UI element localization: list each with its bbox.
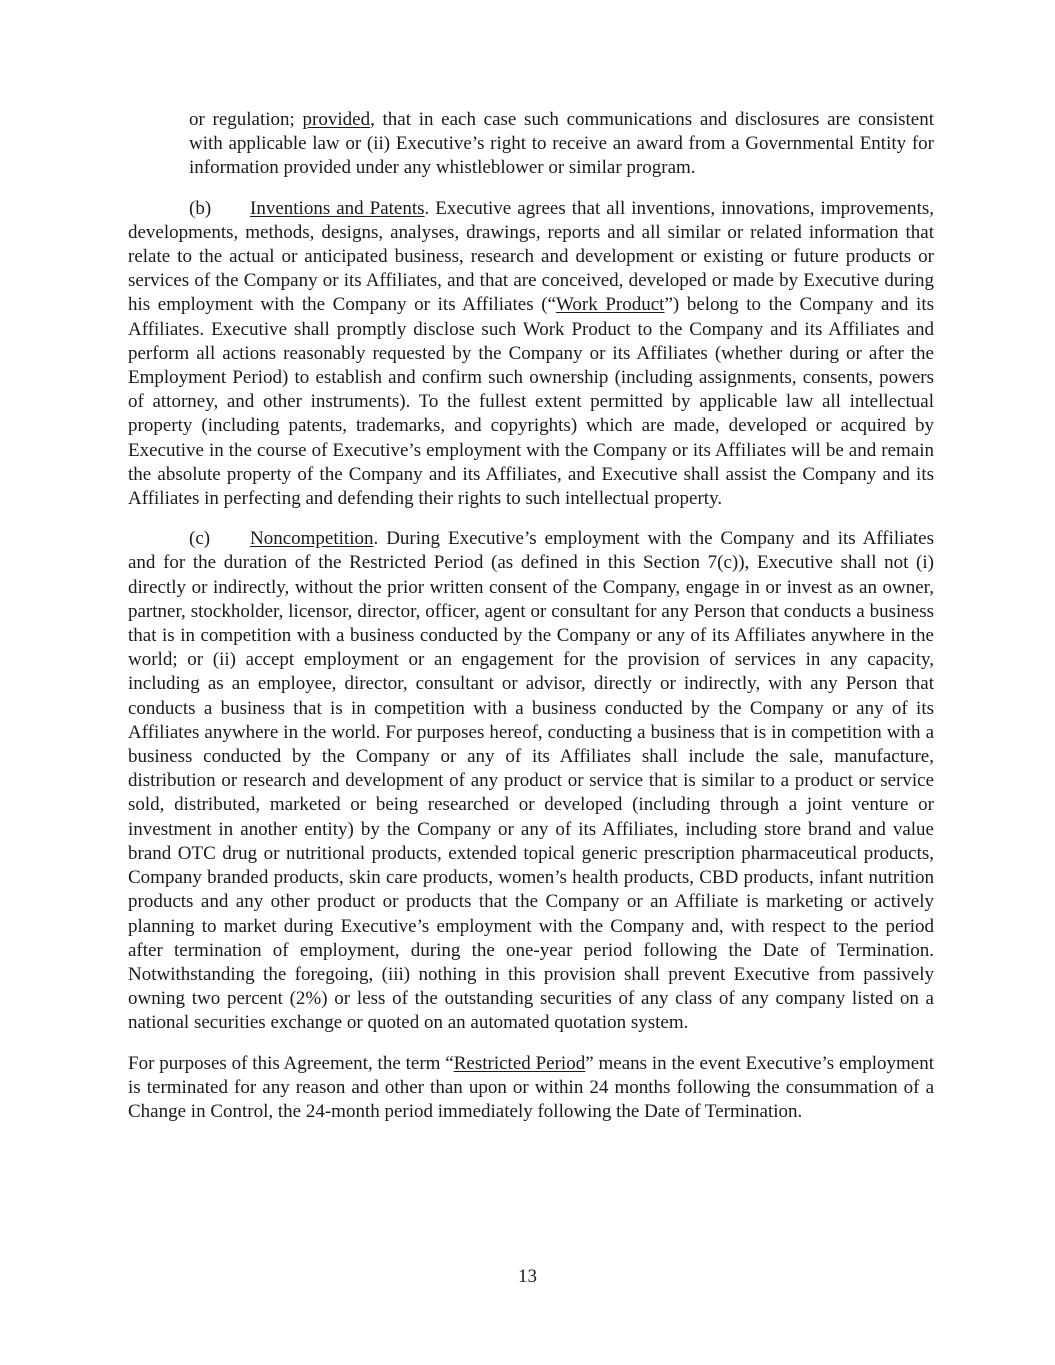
paragraph-restricted-period-definition	[128, 1052, 934, 1125]
text-run: . Executive agrees that all inventions, innovations, improvements, developments, methods, designs, analyses, drawings, reports and all similar or related information that relate to the actual or anticipated business, research and development or existing or future products or services of the Company or its Affiliates, and that are conceived, developed or made by Executive during his employment with the Company or its Affiliates (“	[128, 197, 935, 316]
term-provided: provided	[302, 109, 371, 130]
section-label-b: (b)	[189, 197, 212, 219]
defined-term-restricted-period: Restricted Period	[453, 1052, 586, 1074]
paragraph-intro-continuation	[189, 108, 934, 181]
defined-term-work-product: Work Product	[555, 294, 665, 316]
text-run: For purposes of this Agreement, the term “	[128, 1052, 454, 1074]
paragraph-c-noncompetition	[128, 527, 934, 1035]
text-run: or regulation;	[189, 109, 303, 130]
page-number: 13	[518, 1266, 537, 1287]
text-run: ”) belong to the Company and its Affiliates. Executive shall promptly disclose such Work Product to the Company and its Affiliates and perform all actions reasonably requested by the Company or its Affiliates (whether during or after the Employment Period) to establish and confirm such ownership (including assignments, consents, powers of attorney, and other instruments). To the fullest extent permitted by applicable law all intellectual property (including patents, trademarks, and copyrights) which are made, developed or acquired by Executive in the course of Executive’s employment with the Company or its Affiliates will be and remain the absolute property of the Company and its Affiliates, and Executive shall assist the Company and its Affiliates in perfecting and defending their rights to such intellectual property.	[128, 294, 934, 510]
text-run: . During Executive’s employment with the Company and its Affiliates and for the duration of the Restricted Period (as defined in this Section 7(c)), Executive shall not (i) directly or indirectly, without the prior written consent of the Company, engage in or invest as an owner, partner, stockholder, licensor, director, officer, agent or consultant for any Person that conducts a business that is in competition with a business conducted by the Company or any of its Affiliates anywhere in the world; or (ii) accept employment or an engagement for the provision of services in any capacity, including as an employee, director, consultant or advisor, directly or indirectly, with any Person that conducts a business that is in competition with a business conducted by the Company or any of its Affiliates anywhere in the world. For purposes hereof, conducting a business that is in competition with a business conducted by the Company or any of its Affiliates shall include the sale, manufacture, distribution or research and development of any product or service that is similar to a product or service sold, distributed, marketed or being researched or developed (including through a joint venture or investment in another entity) by the Company or any of its Affiliates, including store brand and value brand OTC drug or nutritional products, extended topical generic prescription pharmaceutical products, Company branded products, skin care products, women’s health products, CBD products, infant nutrition products and any other product or products that the Company or an Affiliate is marketing or actively planning to market during Executive’s employment with the Company and, with respect to the period after termination of employment, during the one-year period following the Date of Termination. Notwithstanding the foregoing, (iii) nothing in this provision shall prevent Executive from passively owning two percent (2%) or less of the outstanding securities of any class of any company listed on a national securities exchange or quoted on an automated quotation system.	[128, 528, 934, 1034]
paragraph-b-inventions-and-patents	[128, 197, 934, 512]
section-heading-noncompetition: Noncompetition	[250, 528, 374, 550]
document-body	[128, 108, 934, 1140]
text-run: ” means in the event Executive’s employment is terminated for any reason and other than upon or within 24 months following the consummation of a Change in Control, the 24-month period immediately following the Date of Termination.	[128, 1052, 934, 1122]
text-run: , that in each case such communications and disclosures are consistent with applicable law or (ii) Executive’s right to receive an award from a Governmental Entity for information provided under any whistleblower or similar program.	[189, 109, 934, 179]
section-label-c: (c)	[189, 528, 211, 550]
section-heading-inventions-and-patents: Inventions and Patents	[250, 197, 425, 219]
